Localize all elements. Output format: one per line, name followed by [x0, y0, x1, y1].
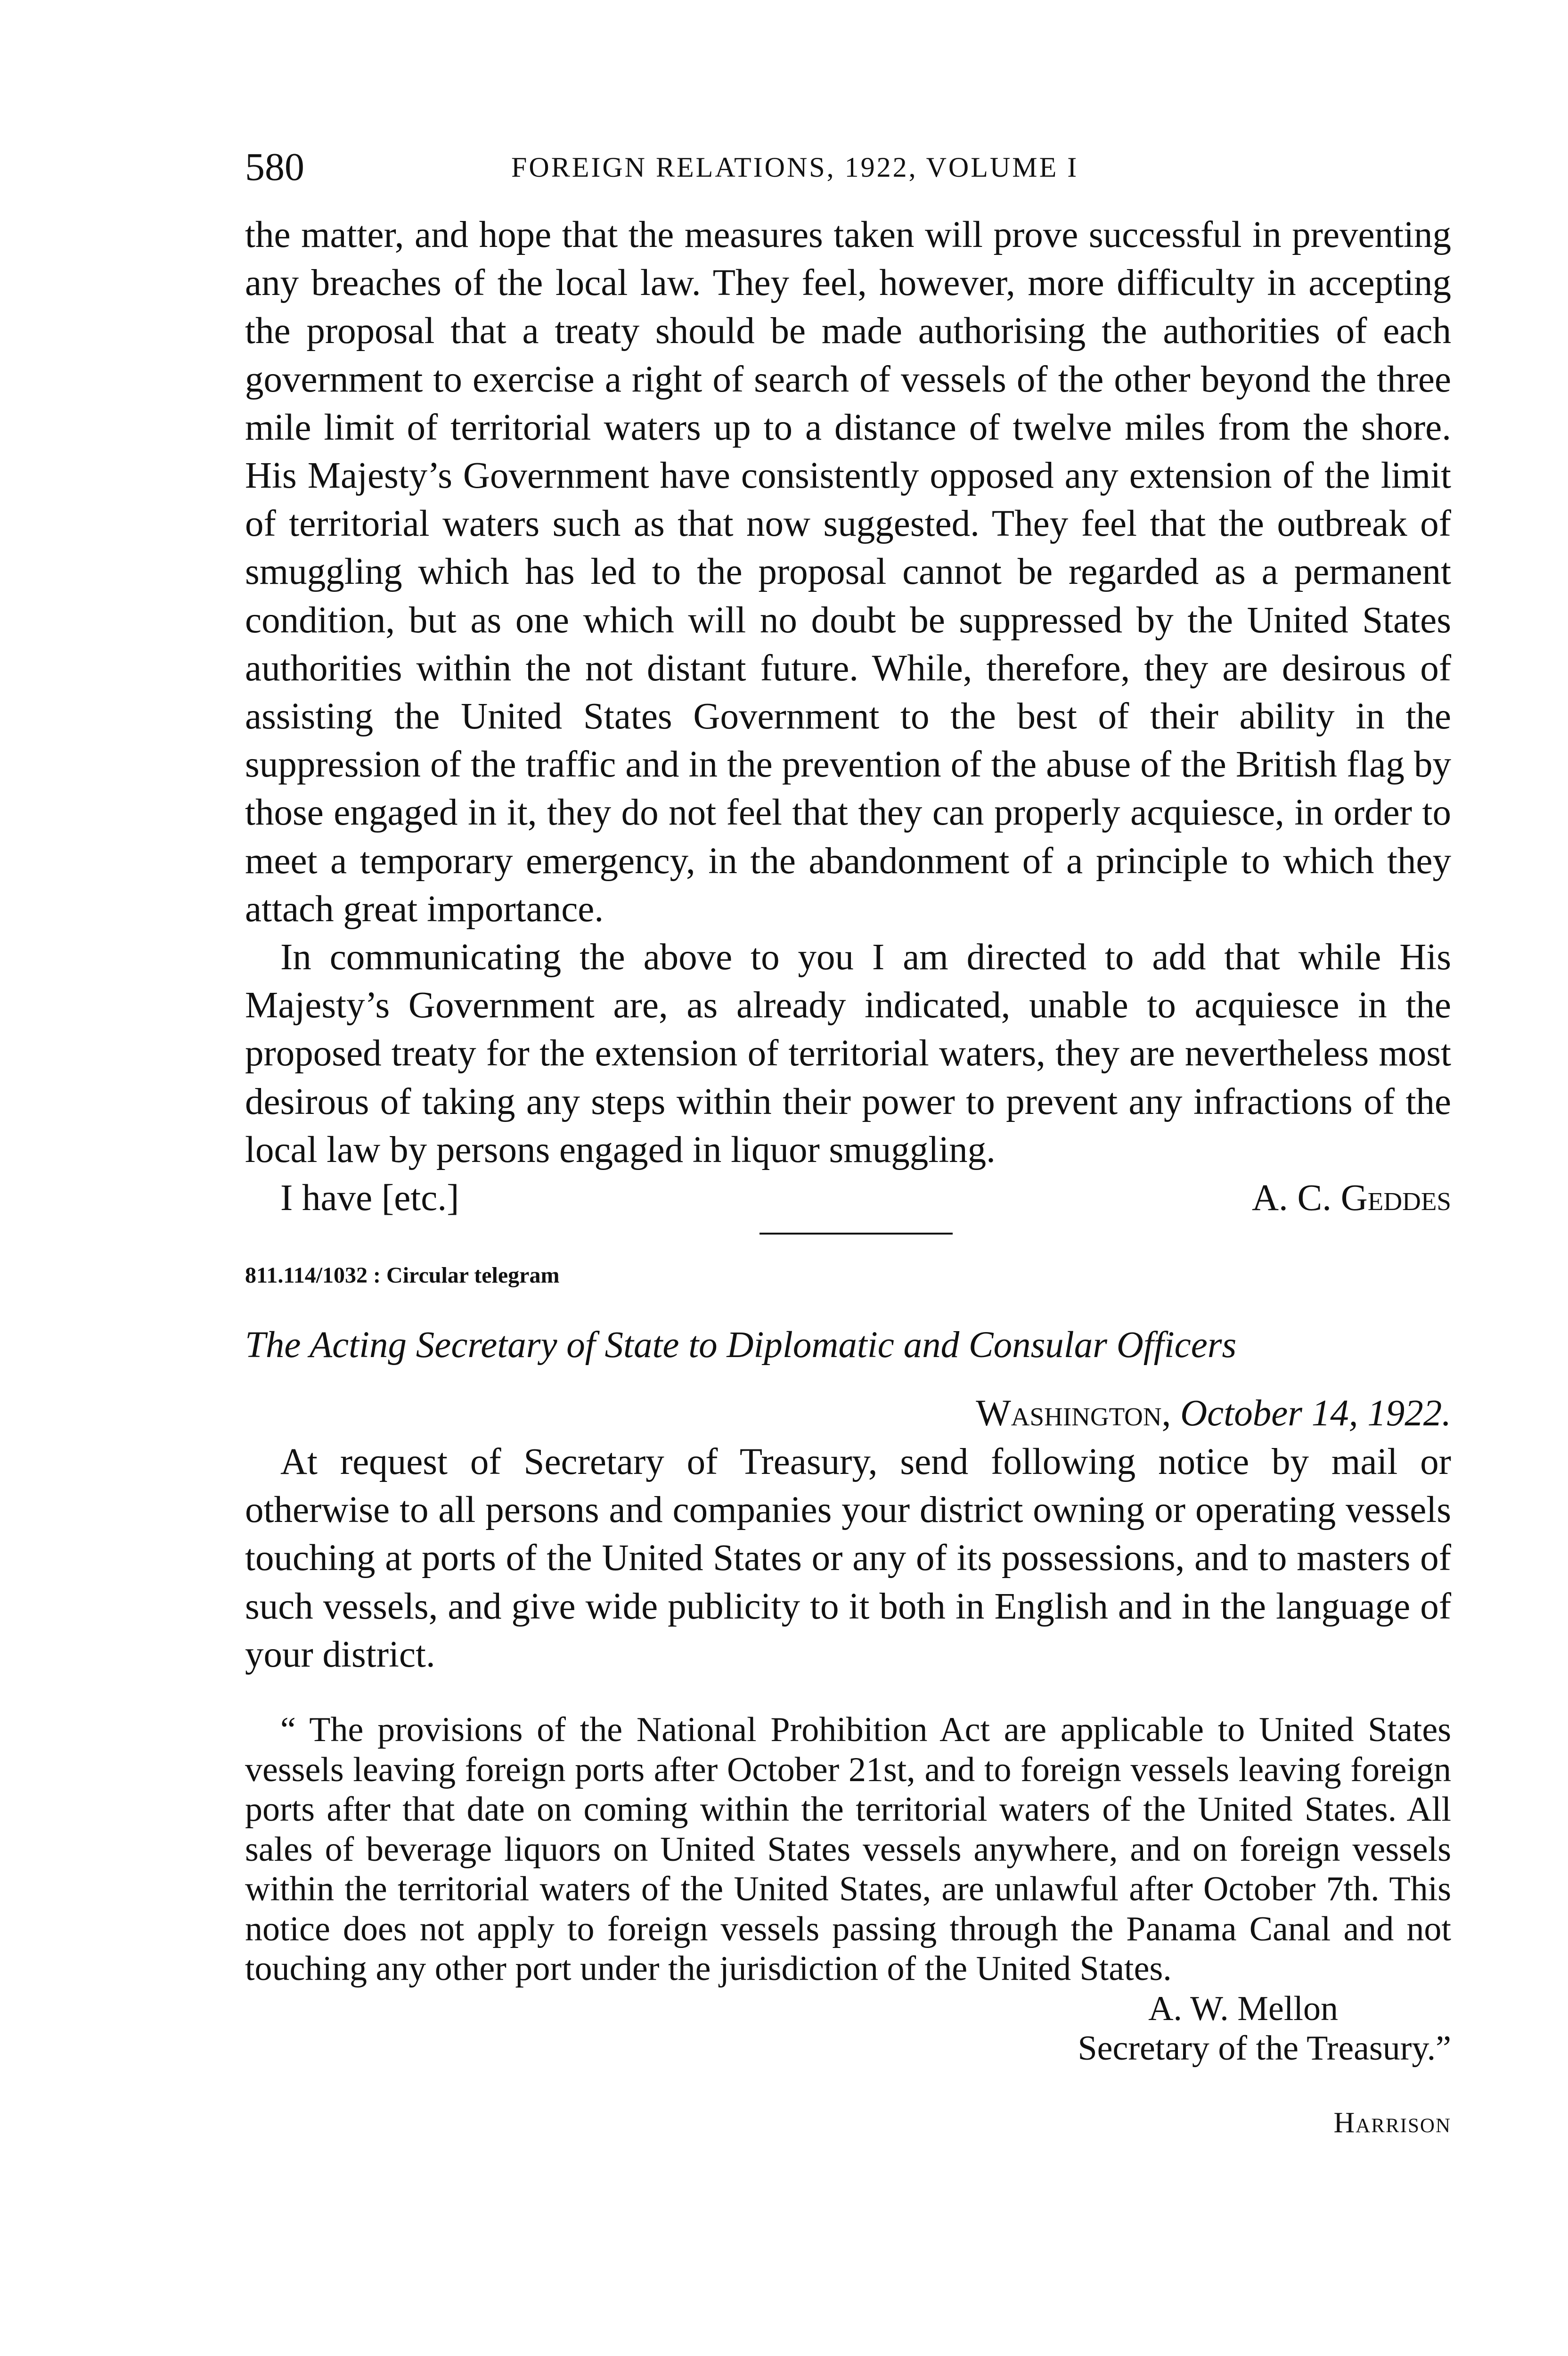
- notice-signature-block: [245, 1989, 1451, 2069]
- section-divider: [760, 1233, 953, 1235]
- notice-signer: A. W. Mellon: [1148, 1989, 1338, 2028]
- document-heading: The Acting Secretary of State to Diplomatic and Consular Officers: [245, 1325, 1237, 1366]
- letter-signoff: [245, 1174, 1451, 1222]
- telegram-instruction: At request of Secretary of Treasury, send following notice by mail or otherwise to all persons and companies your district owning or operating vessels touching at ports of the United States or any of its possessions, and to masters of such vessels, and give wide publicity to it both in English and in the language of your district.: [245, 1441, 1451, 1675]
- dateline-date: October 14, 1922.: [1180, 1393, 1451, 1434]
- letter-signature: A. C. Geddes: [1251, 1178, 1451, 1219]
- running-header: [245, 141, 1451, 193]
- quoted-notice: “ The provisions of the National Prohibition Act are applicable to United States vessels leaving foreign ports after October 21st, and to foreign vessels leaving foreign ports after that date on coming within the territorial waters of the United States. All sales of beverage liquors on United States vessels anywhere, and on foreign vessels within the territorial waters of the United States, are unlawful after October 7th. This notice does not apply to foreign vessels passing through the Panama Canal and not touching any other port under the jurisdiction of the United States.: [245, 1710, 1451, 1988]
- letter-continuation-paragraph: the matter, and hope that the measures taken will prove successful in preventing any breaches of the local law. They feel, however, more difficulty in accepting the proposal that a treaty should be made authorising the authorities of each government to exercise a right of search of vessels of the other beyond the three mile limit of territorial waters up to a distance of twelve miles from the shore. His Majesty’s Government have consistently opposed any extension of the limit of territorial waters such as that now suggested. They feel that the outbreak of smuggling which has led to the proposal cannot be regarded as a permanent condition, but as one which will no doubt be suppressed by the United States authorities within the not distant future. While, therefore, they are desirous of assisting the United States Government to the best of their ability in the suppression of the traffic and in the prevention of the abuse of the British flag by those engaged in it, they do not feel that they can properly acquiesce, in order to meet a temporary emergency, in the abandonment of a principle to which they attach great importance.: [245, 214, 1451, 930]
- letter-paragraph: In communicating the above to you I am directed to add that while His Majesty’s Government are, as already indicated, unable to acquiesce in the proposed treaty for the extension of territorial waters, they are nevertheless most desirous of taking any steps within their power to prevent any infractions of the local law by persons engaged in liquor smuggling.: [245, 937, 1451, 1170]
- file-reference: 811.114/1032 : Circular telegram: [245, 1263, 560, 1288]
- page-number: 580: [245, 145, 304, 189]
- dateline: [245, 1389, 1451, 1438]
- telegram-sender: Harrison: [1333, 2106, 1451, 2139]
- letter-closing: I have [etc.]: [280, 1178, 459, 1219]
- notice-signer-title: Secretary of the Treasury.”: [1078, 2029, 1451, 2068]
- dateline-place: Washington,: [976, 1393, 1171, 1434]
- running-title: FOREIGN RELATIONS, 1922, VOLUME I: [511, 152, 1079, 183]
- document-page: [245, 141, 1451, 2144]
